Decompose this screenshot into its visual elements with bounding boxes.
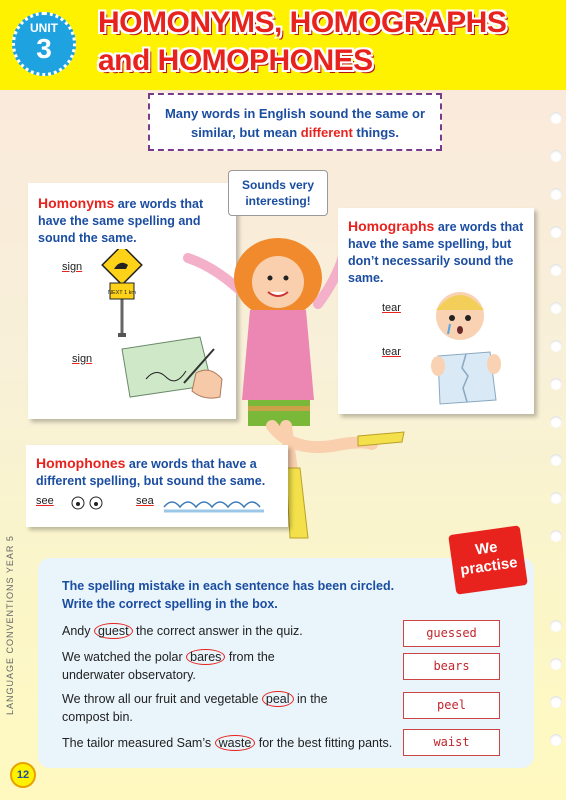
- badge-line-2: practise: [459, 554, 519, 579]
- homograph-word-1: tear: [382, 302, 401, 314]
- circled-mistake: bares: [186, 649, 225, 665]
- sentence-text: in the: [293, 692, 328, 706]
- homonyms-text: are words that: [114, 197, 204, 211]
- page-number: 12: [10, 762, 36, 788]
- homophones-definition: [36, 455, 286, 490]
- circled-mistake: peal: [262, 691, 294, 707]
- title-line-2: and HOMOPHONES: [98, 44, 373, 77]
- intro-line-1: Many words in English sound the same or: [164, 106, 426, 121]
- page-title: [98, 4, 538, 80]
- unit-badge: [12, 12, 76, 76]
- intro-text: similar, but mean: [190, 125, 301, 140]
- punch-hole: [550, 264, 562, 276]
- instructions-line-1: The spelling mistake in each sentence has been circled.: [62, 579, 395, 593]
- homographs-text: same.: [348, 271, 384, 285]
- intro-box: [148, 93, 442, 151]
- homonym-word-1: sign: [62, 261, 83, 273]
- punch-hole: [550, 416, 562, 428]
- title-line-1: HOMONYMS, HOMOGRAPHS: [98, 6, 507, 39]
- punch-hole: [550, 658, 562, 670]
- bubble-line-1: Sounds very: [241, 178, 315, 192]
- sentence-text: We throw all our fruit and vegetable: [62, 692, 262, 706]
- practise-sentence-1: [62, 622, 303, 640]
- punch-hole: [550, 226, 562, 238]
- punch-hole: [550, 492, 562, 504]
- punch-hole: [550, 150, 562, 162]
- unit-number: 3: [36, 33, 52, 64]
- practise-sentence-3: [62, 690, 382, 726]
- homographs-text: are words that: [434, 220, 524, 234]
- punch-hole: [550, 620, 562, 632]
- homophone-word-1: see: [36, 495, 54, 507]
- homophones-text: are words that have a: [125, 457, 257, 471]
- homophones-card: [26, 445, 288, 527]
- sentence-text: The tailor measured Sam’s: [62, 736, 215, 750]
- punch-hole: [550, 112, 562, 124]
- intro-line-2: [150, 123, 440, 142]
- crying-face-illustration: [430, 284, 492, 344]
- punch-hole: [550, 696, 562, 708]
- sentence-text: underwater observatory.: [62, 668, 196, 682]
- homographs-definition: [348, 218, 532, 287]
- homonyms-term: Homonyms: [38, 195, 115, 211]
- answer-box-2[interactable]: bears: [403, 653, 500, 680]
- road-sign-text: NEXT 1 km: [107, 290, 137, 296]
- homographs-text: don’t necessarily sound the: [348, 254, 514, 268]
- intro-highlight: different: [300, 125, 353, 140]
- homographs-term: Homographs: [348, 218, 435, 234]
- page-header: [0, 0, 566, 90]
- unit-label: UNIT: [30, 21, 58, 35]
- homograph-word-2: tear: [382, 346, 401, 358]
- intro-text-end: things.: [352, 125, 400, 140]
- homographs-card: [338, 208, 534, 414]
- sentence-text: Andy: [62, 624, 94, 638]
- sentence-text: the correct answer in the quiz.: [132, 624, 303, 638]
- homographs-text: have the same spelling, but: [348, 237, 512, 251]
- sea-waves-icon: [162, 493, 266, 515]
- homophones-term: Homophones: [36, 455, 126, 471]
- sentence-text: compost bin.: [62, 710, 133, 724]
- practise-sentence-4: [62, 734, 392, 752]
- punched-margin: [544, 0, 566, 800]
- circled-mistake: guest: [94, 623, 133, 639]
- tearing-paper-illustration: [430, 346, 502, 408]
- road-sign-illustration: [100, 249, 144, 339]
- instructions-line-2: Write the correct spelling in the box.: [62, 597, 278, 611]
- homophones-text: different spelling, but sound the same.: [36, 474, 266, 488]
- punch-hole: [550, 734, 562, 746]
- side-label: LANGUAGE CONVENTIONS YEAR 5: [5, 535, 15, 715]
- homonym-word-2: sign: [72, 353, 93, 365]
- punch-hole: [550, 454, 562, 466]
- speech-bubble: [228, 170, 328, 216]
- punch-hole: [550, 378, 562, 390]
- punch-hole: [550, 302, 562, 314]
- badge-line-1: We: [474, 538, 499, 559]
- circled-mistake: waste: [215, 735, 256, 751]
- answer-box-4[interactable]: waist: [403, 729, 500, 756]
- bubble-line-2: interesting!: [245, 194, 311, 208]
- sentence-text: for the best fitting pants.: [255, 736, 393, 750]
- eyes-icon: [70, 495, 104, 511]
- punch-hole: [550, 340, 562, 352]
- homonyms-text: sound the same.: [38, 231, 137, 245]
- homonyms-text: have the same spelling and: [38, 214, 201, 228]
- punch-hole: [550, 530, 562, 542]
- practise-instructions: [62, 577, 442, 613]
- homophone-word-2: sea: [136, 495, 154, 507]
- sentence-text: from the: [225, 650, 275, 664]
- sentence-text: We watched the polar: [62, 650, 187, 664]
- practise-sentence-2: [62, 648, 362, 684]
- we-practise-badge: [448, 525, 528, 594]
- answer-box-1[interactable]: guessed: [403, 620, 500, 647]
- punch-hole: [550, 188, 562, 200]
- answer-box-3[interactable]: peel: [403, 692, 500, 719]
